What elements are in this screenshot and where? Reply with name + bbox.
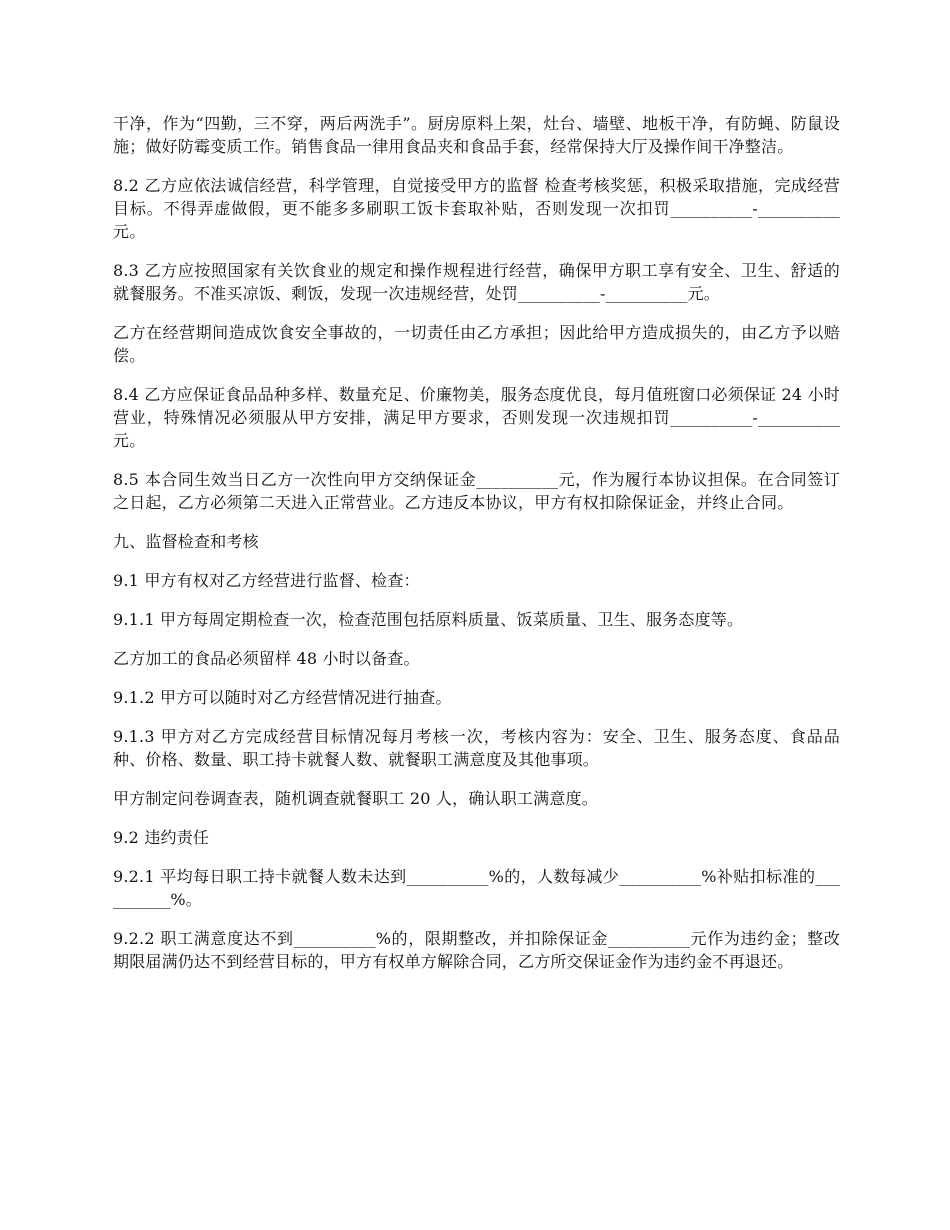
section-heading-9: 九、监督检查和考核 (113, 532, 259, 551)
clause-9-2-heading: 9.2 违约责任 (113, 828, 210, 847)
clause-9-1: 9.1 甲方有权对乙方经营进行监督、检查： (113, 571, 420, 590)
clause-9-1-3: 9.1.3 甲方对乙方完成经营目标情况每月考核一次，考核内容为：安全、卫生、服务态度、食品品种、价格、数量、职工持卡就餐人数、就餐职工满意度及其他事项。 (113, 727, 840, 769)
clause-9-1-1: 9.1.1 甲方每周定期检查一次，检查范围包括原料质量、饭菜质量、卫生、服务态度等。 (113, 610, 744, 629)
clause-8-5: 8.5 本合同生效当日乙方一次性向甲方交纳保证金__________元，作为履行本协议担保。在合同签订之日起，乙方必须第二天进入正常营业。乙方违反本协议，甲方有权扣除保证金，并终止合同。 (113, 470, 840, 512)
clause-9-1-2: 9.1.2 甲方可以随时对乙方经营情况进行抽查。 (113, 688, 452, 707)
clause-9-2-1: 9.2.1 平均每日职工持卡就餐人数未达到__________%的，人数每减少__________%补贴扣标准的__________%。 (113, 867, 840, 909)
clause-8-3: 8.3 乙方应按照国家有关饮食业的规定和操作规程进行经营，确保甲方职工享有安全、卫生、舒适的就餐服务。不准买凉饭、剩饭，发现一次违规经营，处罚__________-__________元。 (113, 261, 840, 303)
clause-8-2: 8.2 乙方应依法诚信经营，科学管理，自觉接受甲方的监督 检查考核奖惩，积极采取措施，完成经营目标。不得弄虚做假，更不能多多刷职工饭卡套取补贴，否则发现一次扣罚__________-__________元。 (113, 176, 840, 241)
document-body (113, 112, 840, 989)
clause-8-4: 8.4 乙方应保证食品品种多样、数量充足、价廉物美，服务态度优良，每月值班窗口必须保证 24 小时营业，特殊情况必须服从甲方安排，满足甲方要求，否则发现一次违规扣罚__________-__________元。 (113, 385, 840, 450)
clause-9-2-2: 9.2.2 职工满意度达不到__________%的，限期整改，并扣除保证金__________元作为违约金；整改期限届满仍达不到经营目标的，甲方有权单方解除合同，乙方所交保证金作为违约金不再退还。 (113, 929, 840, 971)
paragraph-survey: 甲方制定问卷调查表，随机调查就餐职工 20 人，确认职工满意度。 (113, 789, 598, 808)
paragraph-safety-liability: 乙方在经营期间造成饮食安全事故的，一切责任由乙方承担；因此给甲方造成损失的，由乙方予以赔偿。 (113, 323, 840, 365)
paragraph-sample-retention: 乙方加工的食品必须留样 48 小时以备查。 (113, 649, 420, 668)
paragraph-hygiene-continued: 干净，作为“四勤，三不穿，两后两洗手”。厨房原料上架，灶台、墙壁、地板干净，有防蝇、防鼠设施；做好防霉变质工作。销售食品一律用食品夹和食品手套，经常保持大厅及操作间干净整洁。 (113, 114, 840, 156)
